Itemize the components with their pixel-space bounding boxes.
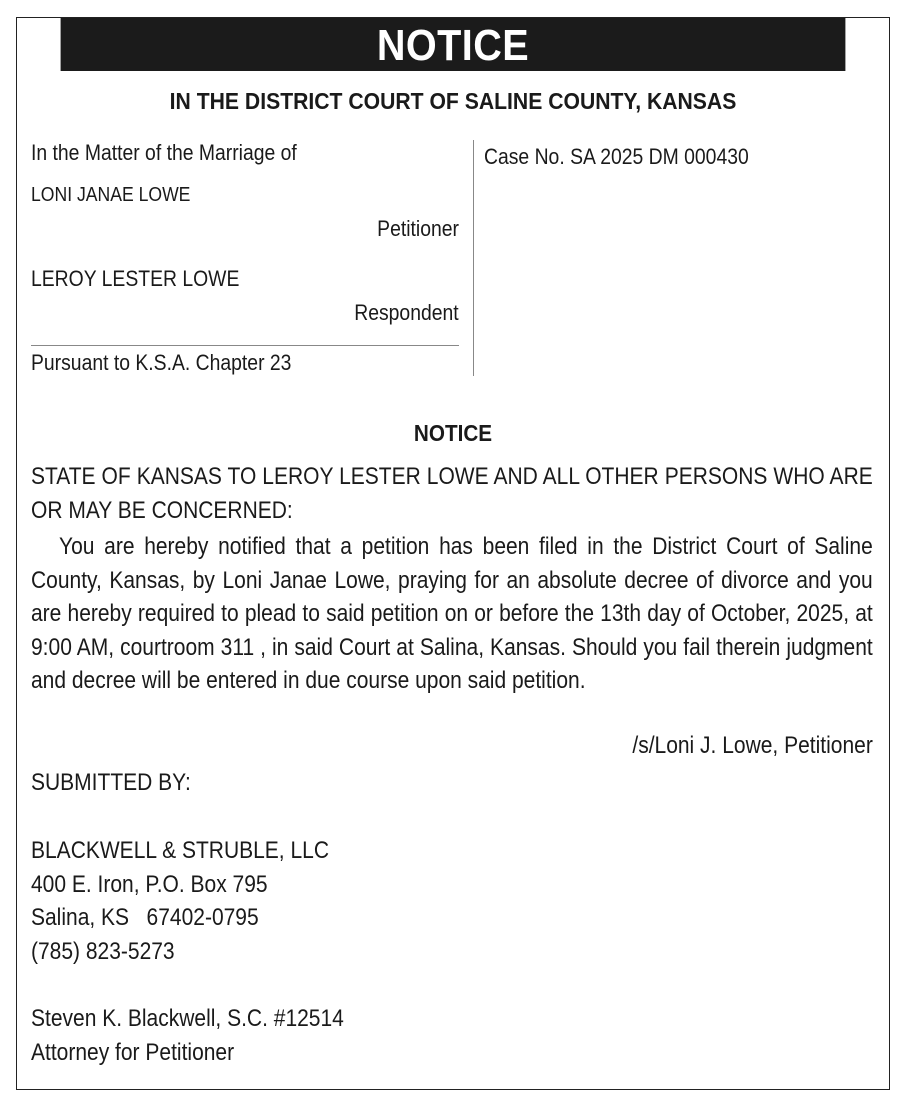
- notice-addressee: STATE OF KANSAS TO LEROY LESTER LOWE AND ALL OTHER PERSONS WHO ARE OR MAY BE CONCERNED:: [31, 463, 873, 524]
- legal-notice: [16, 17, 890, 1090]
- notice-banner: NOTICE: [61, 18, 846, 71]
- caption-vertical-divider: [473, 140, 474, 376]
- case-number: Case No. SA 2025 DM 000430: [484, 144, 749, 169]
- phone-number: (785) 823-5273: [31, 937, 175, 965]
- petitioner-name: LONI JANAE LOWE: [31, 184, 191, 206]
- firm-name: BLACKWELL & STRUBLE, LLC: [31, 837, 330, 864]
- attorney-block: [31, 1002, 344, 1069]
- petitioner-role: Petitioner: [377, 216, 459, 241]
- caption-divider: [31, 345, 459, 346]
- notice-title: NOTICE: [413, 420, 493, 446]
- address-line-1: 400 E. Iron, P.O. Box 795: [31, 870, 268, 898]
- notice-body: You are hereby notified that a petition has been filed in the District Court of Saline County, Kansas, by Loni Janae Lowe, praying for an absolute decree of divorce and you are hereby required to plead to said petition on or before the 13th day of October, 2025, at 9:00 AM, courtroom 311 , in said Court at Salina, Kansas. Should you fail therein judgment and decree will be entered in due course upon said petition.: [31, 533, 873, 695]
- address-line-2: Salina, KS 67402-0795: [31, 904, 259, 932]
- respondent-role: Respondent: [354, 300, 459, 325]
- submitted-label: SUBMITTED BY:: [31, 769, 191, 796]
- firm-address-block: [31, 834, 329, 968]
- respondent-name: LEROY LESTER LOWE: [31, 266, 240, 291]
- attorney-role: Attorney for Petitioner: [31, 1038, 235, 1066]
- statute-line: Pursuant to K.S.A. Chapter 23: [31, 350, 292, 375]
- attorney-name: Steven K. Blackwell, S.C. #12514: [31, 1005, 344, 1032]
- court-heading: IN THE DISTRICT COURT OF SALINE COUNTY, KANSAS: [169, 88, 737, 114]
- matter-line: In the Matter of the Marriage of: [31, 140, 297, 165]
- petitioner-signature: /s/Loni J. Lowe, Petitioner: [632, 732, 873, 759]
